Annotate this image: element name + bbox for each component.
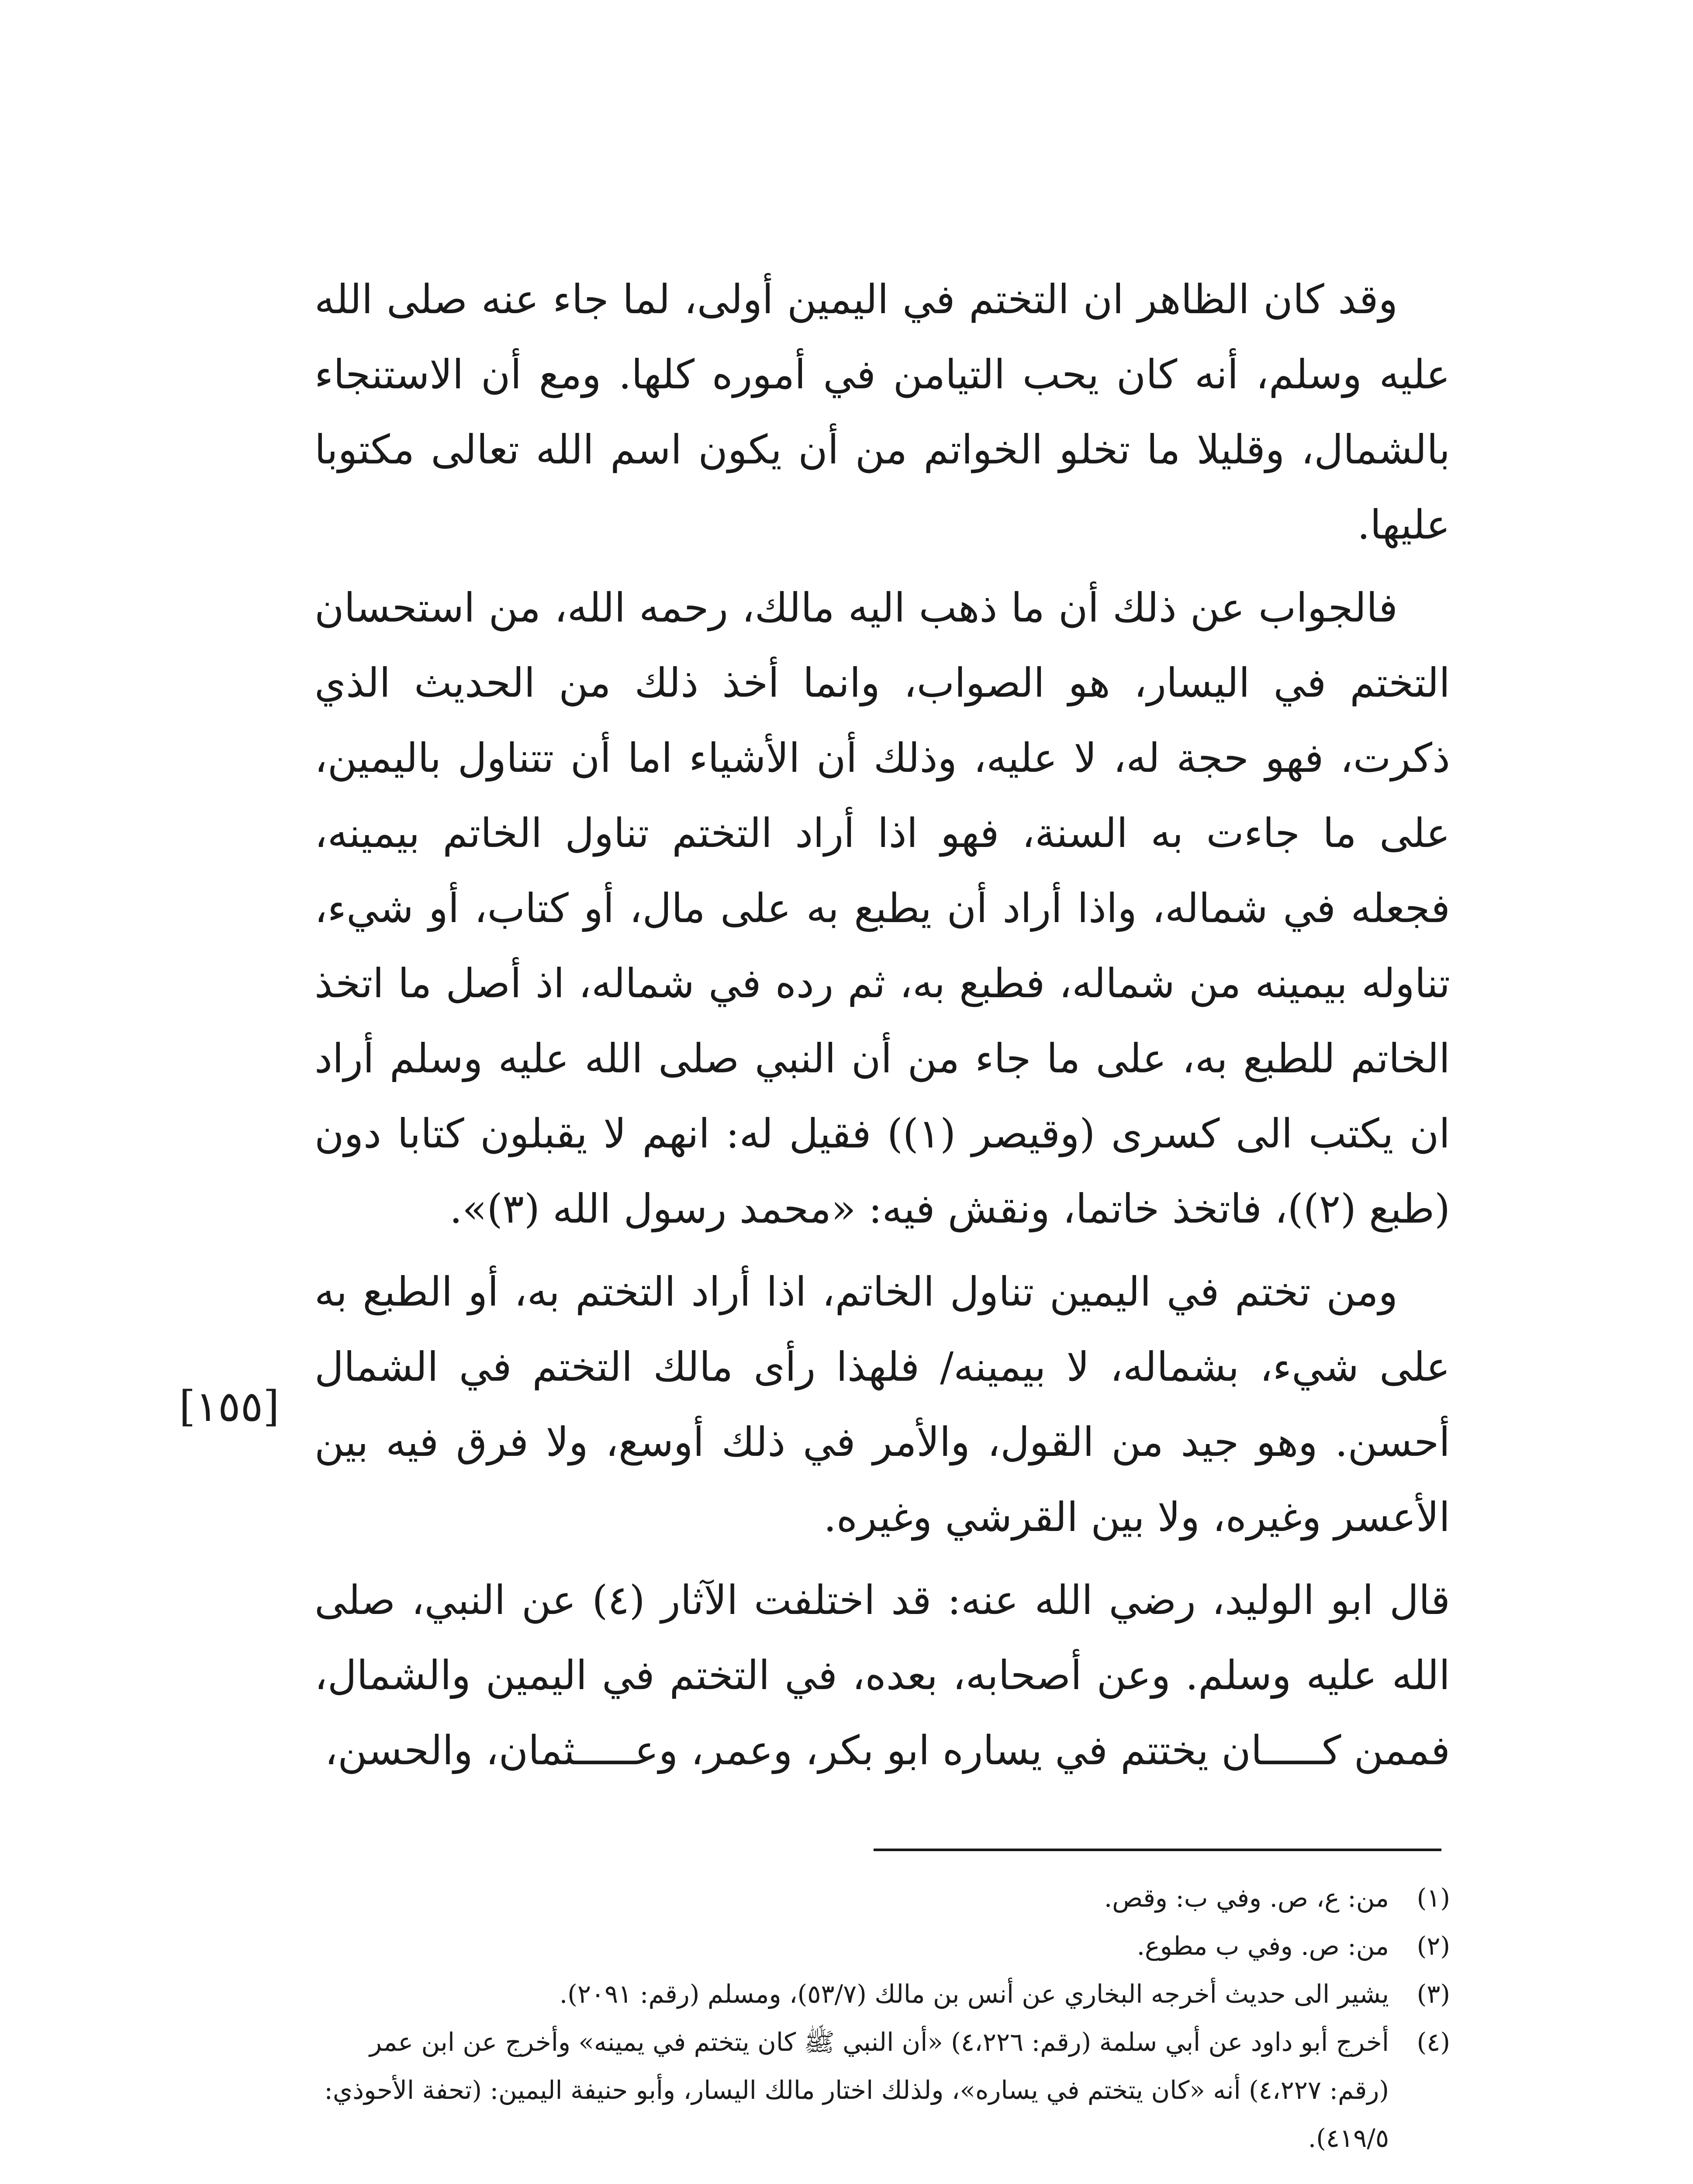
footnote-text: من: ع، ص. وفي ب: وقص. <box>1104 1883 1389 1913</box>
main-text <box>314 262 1450 1796</box>
footnote-text: من: ص. وفي ب مطوع. <box>1137 1931 1389 1961</box>
footnote-number: (٣) <box>1417 1979 1450 2009</box>
paragraph-2: فالجواب عن ذلك أن ما ذهب اليه مالك، رحمه الله، من استحسان التختم في اليسار، هو الصواب، وانما أخذ ذلك من الحديث الذي ذكرت، فهو حجة له، لا عليه، وذلك أن الأشياء اما أن تتناول باليمين، على ما جاءت به السنة، فهو اذا أراد التختم تناول الخاتم بيمينه، فجعله في شماله، واذا أراد أن يطبع به على مال، أو كتاب، أو شيء، تناوله بيمينه من شماله، فطبع به، ثم رده في شماله، اذ أصل ما اتخذ الخاتم للطبع به، على ما جاء من أن النبي صلى الله عليه وسلم أراد ان يكتب الى كسرى (وقيصر (١)) فقيل له: انهم لا يقبلون كتابا دون (طبع (٢))، فاتخذ خاتما، ونقش فيه: «محمد رسول الله (٣)». <box>314 584 1450 1232</box>
footnotes <box>306 1874 1450 2162</box>
paragraph-3: ومن تختم في اليمين تناول الخاتم، اذا أراد التختم به، أو الطبع به على شيء، بشماله، لا بيمينه/ فلهذا رأى مالك التختم في الشمال أحسن. وهو جيد من القول، والأمر في ذلك أوسع، ولا فرق فيه بين الأعسر وغيره، ولا بين القرشي وغيره. <box>314 1268 1450 1541</box>
paragraph-4: قال ابو الوليد، رضي الله عنه: قد اختلفت الآثار (٤) عن النبي، صلى الله عليه وسلم. وعن أصحابه، بعده، في التختم في اليمين والشمال، فممن كـــــان يختتم في يساره ابو بكر، وعمر، وعـــــثمان، والحسن، <box>314 1577 1450 1774</box>
footnote-number: (٢) <box>1417 1931 1450 1961</box>
footnote-number: (٤) <box>1417 2027 1450 2057</box>
footnote-number: (١) <box>1417 1883 1450 1913</box>
footnote-text: أخرج أبو داود عن أبي سلمة (رقم: ٤،٢٢٦) «أن النبي ﷺ كان يتختم في يمينه» وأخرج عن ابن عمر (رقم: ٤،٢٢٧) أنه «كان يتختم في يساره»، ولذلك اختار مالك اليسار، وأبو حنيفة اليمين: (تحفة الأحوذي: ٤١٩/٥). <box>324 2027 1389 2153</box>
footnote-3 <box>306 1970 1450 2018</box>
footnote-text: يشير الى حديث أخرجه البخاري عن أنس بن مالك (٥٣/٧)، ومسلم (رقم: ٢٠٩١). <box>559 1979 1389 2009</box>
footnote-4 <box>306 2018 1450 2162</box>
footnote-2 <box>306 1922 1450 1970</box>
footnote-separator <box>874 1849 1441 1851</box>
paragraph-1: وقد كان الظاهر ان التختم في اليمين أولى، لما جاء عنه صلى الله عليه وسلم، أنه كان يحب التيامن في أموره كلها. ومع أن الاستنجاء بالشمال، وقليلا ما تخلو الخواتم من أن يكون اسم الله تعالى مكتوبا عليها. <box>314 276 1450 548</box>
footnote-1 <box>306 1874 1450 1922</box>
manuscript-folio-marker: [١٥٥] <box>179 1382 280 1431</box>
